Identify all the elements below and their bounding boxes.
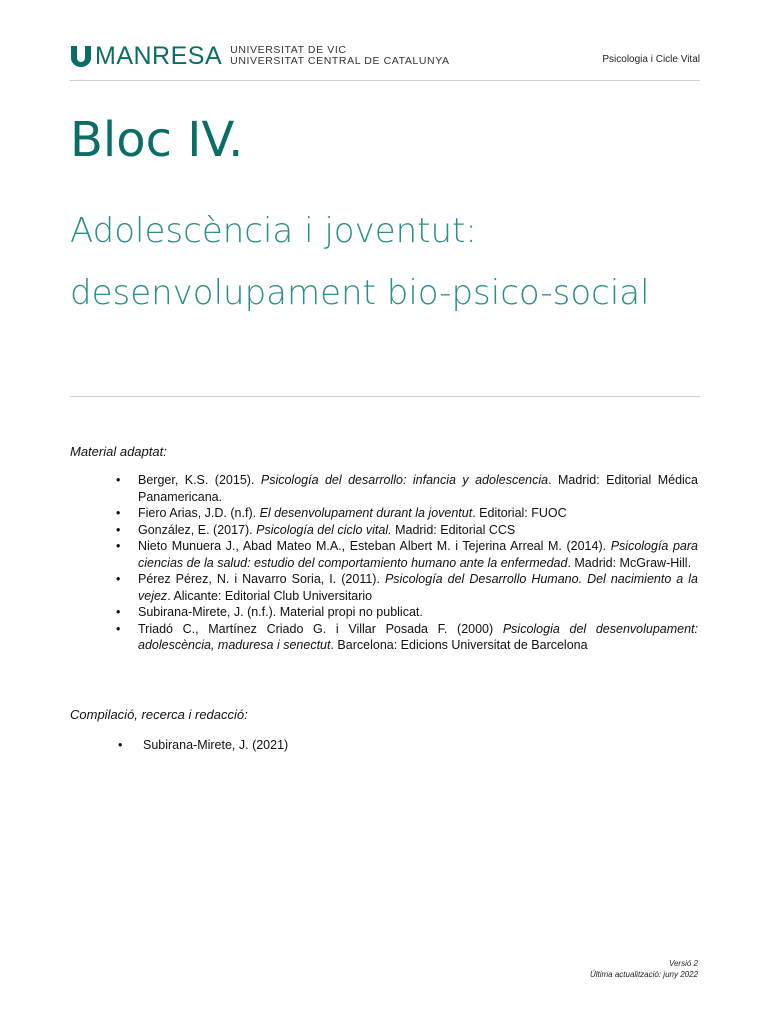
reference-text: Subirana-Mirete, J. (n.f.). Material propi no publicat. [138, 605, 423, 619]
page-footer [590, 958, 698, 980]
bullet: • [116, 539, 121, 553]
bullet: • [116, 572, 121, 586]
reference-publisher: . Barcelona: Edicions Universitat de Barcelona [330, 638, 588, 652]
reference-item [116, 522, 698, 539]
header-divider [70, 80, 700, 81]
reference-publisher: . Madrid: Editorial Médica Panamericana. [138, 473, 699, 504]
reference-text: Triadó C., Martínez Criado G. i Villar Posada F. (2000) [138, 621, 503, 636]
reference-item [116, 621, 698, 654]
reference-publisher: . Editorial: FUOC [472, 506, 567, 520]
page-subtitle: Adolescència i joventut: desenvolupament bio-psico-social [70, 211, 650, 313]
reference-item [116, 571, 699, 604]
bullet: • [116, 522, 121, 537]
page-header [70, 42, 700, 70]
reference-text: González, E. (2017). [138, 522, 257, 537]
last-update: Última actualització: juny 2022 [589, 970, 698, 979]
university-logo [70, 42, 450, 70]
reference-title: Psicología del Desarrollo Humano. Del nacimiento a la vejez [138, 572, 699, 603]
course-name: Psicologia i Cicle Vital [602, 54, 700, 65]
page-title: Bloc IV. [70, 112, 244, 168]
bullet: • [116, 605, 121, 619]
reference-item [116, 472, 699, 505]
reference-publisher: Madrid: Editorial CCS [391, 522, 516, 537]
bullet: • [116, 473, 121, 487]
reference-item [116, 505, 698, 522]
reference-text: Nieto Munuera J., Abad Mateo M.A., Esteban Albert M. i Tejerina Arreal M. (2014). [138, 539, 611, 553]
reference-title: Psicología para ciencias de la salud: estudio del comportamiento humano ante la enfermedad [138, 539, 698, 570]
title-divider [70, 396, 700, 397]
logo-subtitle [230, 45, 450, 67]
bullet: • [116, 621, 121, 636]
reference-item [116, 538, 698, 571]
compilation-label: Compilació, recerca i redacció: [70, 707, 248, 722]
reference-list [116, 472, 699, 654]
reference-item [116, 604, 698, 621]
logo-word: MANRESA [95, 42, 223, 70]
reference-publisher: . Madrid: McGraw-Hill. [567, 555, 692, 570]
reference-text: Pérez Pérez, N. i Navarro Soria, I. (2011). [138, 572, 385, 586]
material-label: Material adaptat: [70, 444, 167, 459]
logo-line-2: UNIVERSITAT CENTRAL DE CATALUNYA [230, 55, 450, 67]
reference-title: El desenvolupament durant la joventut [259, 506, 473, 520]
reference-title: Psicología del desarrollo: infancia y adolescencia [260, 473, 549, 487]
compilation-author: Subirana-Mirete, J. (2021) [143, 738, 289, 752]
u-logo-icon [70, 45, 92, 67]
reference-text: Fiero Arias, J.D. (n.f). [138, 506, 260, 520]
compilation-item [118, 738, 288, 752]
reference-text: Berger, K.S. (2015). [138, 473, 261, 487]
reference-title: Psicologia del desenvolupament: adolescència, maduresa i senectut [138, 621, 698, 652]
version-label: Versió 2 [668, 959, 698, 968]
reference-title: Psicología del ciclo vital. [256, 522, 392, 537]
logo-line-1: UNIVERSITAT DE VIC [230, 44, 347, 56]
reference-publisher: . Alicante: Editorial Club Universitario [167, 588, 373, 603]
bullet: • [116, 506, 121, 520]
bullet: • [118, 738, 123, 752]
